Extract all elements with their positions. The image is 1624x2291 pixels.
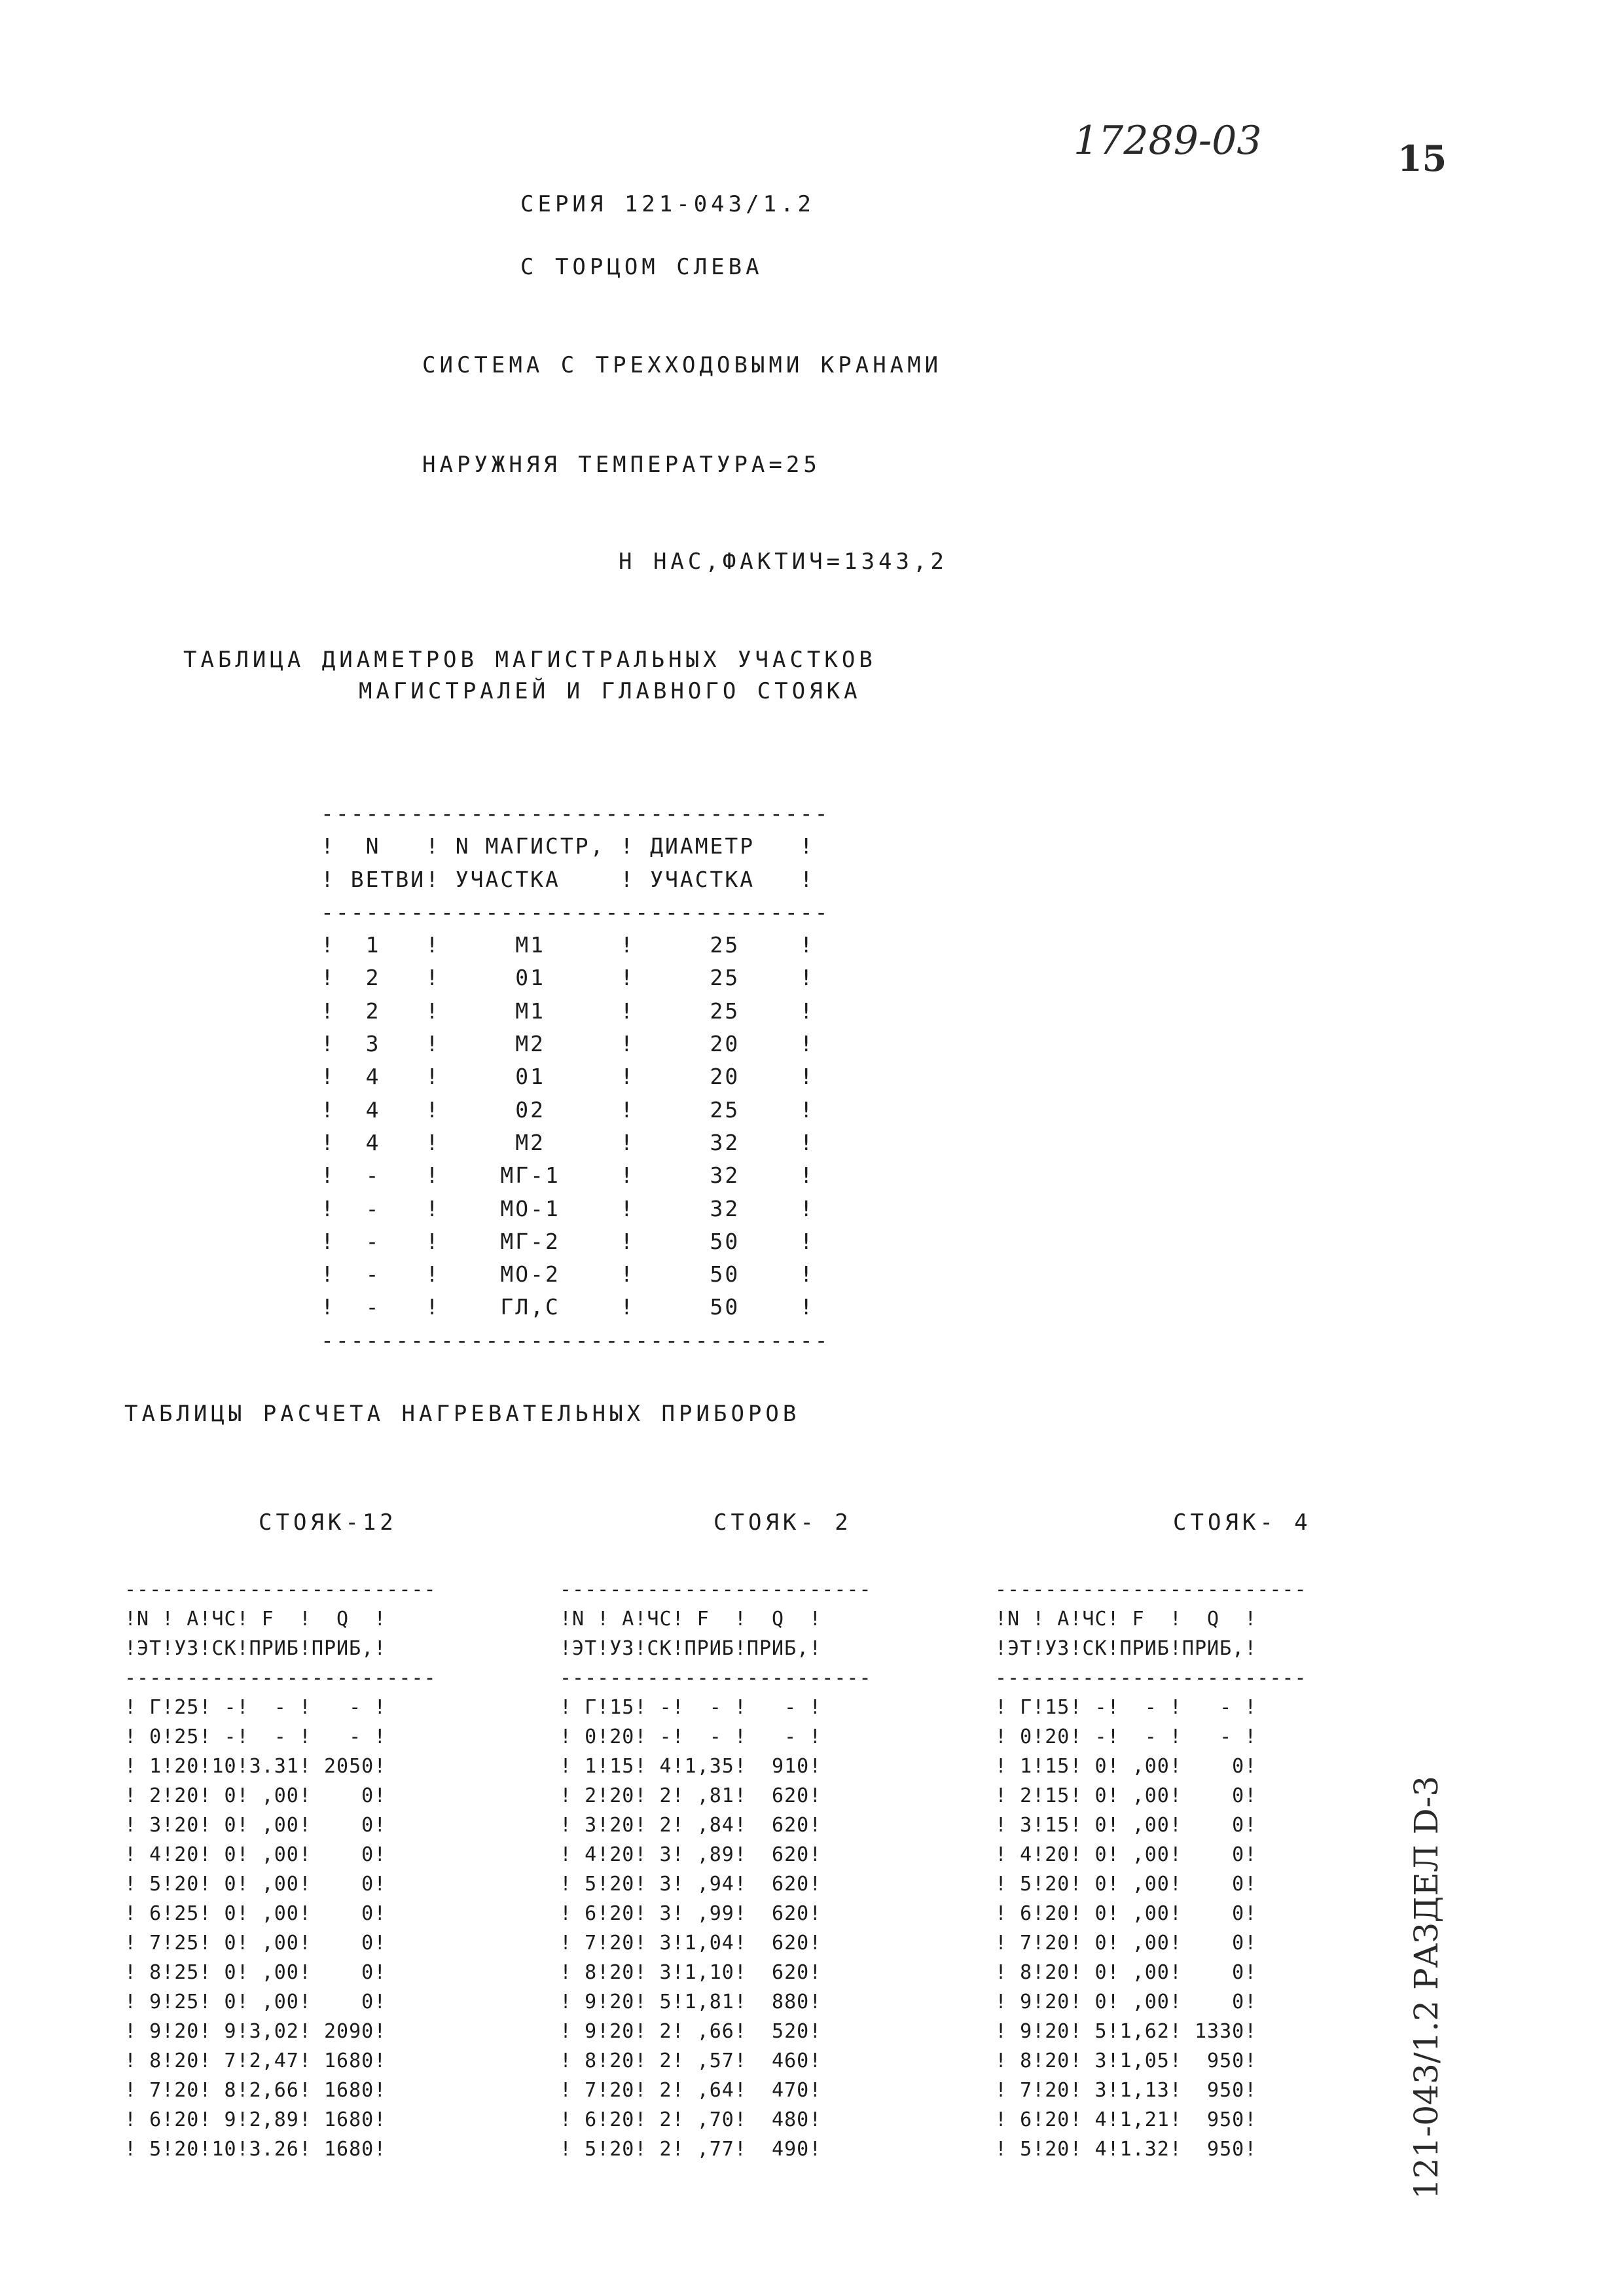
stoyak-title: СТОЯК- 4 (1173, 1509, 1312, 1536)
table-row: ! - ! МО-2 ! 50 ! (321, 1261, 815, 1288)
table-row: ! 2!20! 2! ,81! 620! (560, 1784, 822, 1807)
table-row: ! 5!20! 2! ,77! 490! (560, 2138, 822, 2161)
table-row: ! 5!20! 0! ,00! 0! (995, 1873, 1257, 1896)
table-row: ! 9!20! 9!3,02! 2090! (124, 2020, 387, 2043)
temperature-line: НАРУЖНЯЯ ТЕМПЕРАТУРА=25 (422, 452, 821, 478)
table-row: ! Г!15! -! - ! - ! (560, 1696, 822, 1719)
table-rule: ---------------------------------- (321, 1327, 830, 1353)
table-row: ! 4 ! 01 ! 20 ! (321, 1064, 815, 1090)
table-rule: ---------------------------------- (321, 899, 830, 925)
stoyak-12-table (124, 1485, 437, 2176)
table-row: ! 9!20! 5!1,81! 880! (560, 1991, 822, 2013)
h-nas-line: Н НАС,ФАКТИЧ=1343,2 (619, 549, 948, 575)
table-row: ! 9!20! 2! ,66! 520! (560, 2020, 822, 2043)
stoyak-2-table (560, 1485, 872, 2176)
system-line: СИСТЕМА С ТРЕХХОДОВЫМИ КРАНАМИ (422, 352, 943, 378)
table-header-row: !ЭТ!УЗ!СК!ПРИБ!ПРИБ,! (560, 1637, 822, 1660)
stoyak-body (124, 1575, 437, 2164)
table-row: ! 6!20! 0! ,00! 0! (995, 1902, 1257, 1925)
table-row: ! 4!20! 0! ,00! 0! (124, 1843, 387, 1866)
table-row: ! Г!25! -! - ! - ! (124, 1696, 387, 1719)
torets-line: С ТОРЦОМ СЛЕВА (520, 254, 763, 280)
table-row: ! 2!15! 0! ,00! 0! (995, 1784, 1257, 1807)
table-row: ! - ! ГЛ,С ! 50 ! (321, 1294, 815, 1320)
table-rule: ------------------------- (995, 1667, 1307, 1689)
devices-title: ТАБЛИЦЫ РАСЧЕТА НАГРЕВАТЕЛЬНЫХ ПРИБОРОВ (124, 1401, 801, 1427)
table-row: ! 1!15! 0! ,00! 0! (995, 1755, 1257, 1778)
table-header-row: !N ! А!ЧС! F ! Q ! (560, 1608, 822, 1631)
table-row: ! 8!20! 3!1,05! 950! (995, 2049, 1257, 2072)
stoyak-title: СТОЯК-12 (259, 1509, 397, 1536)
table-row: ! 5!20! 4!1.32! 950! (995, 2138, 1257, 2161)
page-number: 15 (1398, 137, 1447, 179)
table-row: ! 3 ! М2 ! 20 ! (321, 1031, 815, 1057)
table-row: ! 4 ! 02 ! 25 ! (321, 1096, 815, 1123)
table-row: ! 1 ! М1 ! 25 ! (321, 932, 815, 958)
table-row: ! 0!20! -! - ! - ! (560, 1725, 822, 1748)
table-row: ! 7!20! 2! ,64! 470! (560, 2079, 822, 2102)
table-row: ! 9!20! 0! ,00! 0! (995, 1991, 1257, 2013)
table-row: ! 8!20! 3!1,10! 620! (560, 1961, 822, 1984)
diameter-table (321, 772, 830, 1369)
series-line: СЕРИЯ 121-043/1.2 (520, 191, 815, 217)
table-header-row: ! ВЕТВИ! УЧАСТКА ! УЧАСТКА ! (321, 866, 815, 892)
diameter-table-subtitle: МАГИСТРАЛЕЙ И ГЛАВНОГО СТОЯКА (359, 678, 861, 704)
table-row: ! 8!20! 0! ,00! 0! (995, 1961, 1257, 1984)
table-row: ! 8!25! 0! ,00! 0! (124, 1961, 387, 1984)
table-row: ! 6!20! 9!2,89! 1680! (124, 2108, 387, 2131)
table-row: ! 6!20! 3! ,99! 620! (560, 1902, 822, 1925)
stoyak-4-table (995, 1485, 1312, 2176)
table-row: ! 2!20! 0! ,00! 0! (124, 1784, 387, 1807)
stoyak-title: СТОЯК- 2 (713, 1509, 852, 1536)
table-row: ! 4 ! М2 ! 32 ! (321, 1129, 815, 1155)
table-row: ! 4!20! 0! ,00! 0! (995, 1843, 1257, 1866)
table-header-row: ! N ! N МАГИСТР, ! ДИАМЕТР ! (321, 833, 815, 859)
table-row: ! 3!20! 2! ,84! 620! (560, 1814, 822, 1837)
document-number: 17289-03 (1074, 118, 1262, 164)
diameter-table-body (321, 797, 830, 1357)
table-row: ! Г!15! -! - ! - ! (995, 1696, 1257, 1719)
table-row: ! 6!20! 2! ,70! 480! (560, 2108, 822, 2131)
table-row: ! 7!20! 0! ,00! 0! (995, 1932, 1257, 1955)
table-row: ! 5!20! 0! ,00! 0! (124, 1873, 387, 1896)
table-header-row: !N ! А!ЧС! F ! Q ! (124, 1608, 387, 1631)
side-note: 121-043/1.2 РАЗДЕЛ D-3 (1407, 1775, 1445, 2199)
stoyak-body (995, 1575, 1312, 2164)
stoyak-body (560, 1575, 872, 2164)
table-row: ! 3!15! 0! ,00! 0! (995, 1814, 1257, 1837)
table-row: ! 7!20! 3!1,04! 620! (560, 1932, 822, 1955)
table-row: ! 6!20! 4!1,21! 950! (995, 2108, 1257, 2131)
table-row: ! 5!20! 3! ,94! 620! (560, 1873, 822, 1896)
table-header-row: !ЭТ!УЗ!СК!ПРИБ!ПРИБ,! (995, 1637, 1257, 1660)
table-row: ! 2 ! 01 ! 25 ! (321, 965, 815, 991)
table-header-row: !ЭТ!УЗ!СК!ПРИБ!ПРИБ,! (124, 1637, 387, 1660)
table-row: ! 1!20!10!3.31! 2050! (124, 1755, 387, 1778)
table-rule: ---------------------------------- (321, 801, 830, 826)
table-rule: ------------------------- (560, 1667, 872, 1689)
table-row: ! 7!20! 3!1,13! 950! (995, 2079, 1257, 2102)
table-rule: ------------------------- (560, 1578, 872, 1601)
table-row: ! 6!25! 0! ,00! 0! (124, 1902, 387, 1925)
table-row: ! 5!20!10!3.26! 1680! (124, 2138, 387, 2161)
diameter-table-title: ТАБЛИЦА ДИАМЕТРОВ МАГИСТРАЛЬНЫХ УЧАСТКОВ (183, 647, 876, 673)
table-row: ! 9!25! 0! ,00! 0! (124, 1991, 387, 2013)
table-row: ! 3!20! 0! ,00! 0! (124, 1814, 387, 1837)
table-row: ! 9!20! 5!1,62! 1330! (995, 2020, 1257, 2043)
table-rule: ------------------------- (124, 1578, 437, 1601)
table-row: ! 4!20! 3! ,89! 620! (560, 1843, 822, 1866)
table-row: ! - ! МГ-1 ! 32 ! (321, 1163, 815, 1189)
table-row: ! 8!20! 7!2,47! 1680! (124, 2049, 387, 2072)
table-row: ! 0!25! -! - ! - ! (124, 1725, 387, 1748)
table-rule: ------------------------- (995, 1578, 1307, 1601)
table-row: ! 2 ! М1 ! 25 ! (321, 998, 815, 1024)
table-row: ! 0!20! -! - ! - ! (995, 1725, 1257, 1748)
table-row: ! - ! МГ-2 ! 50 ! (321, 1228, 815, 1254)
table-row: ! 7!20! 8!2,66! 1680! (124, 2079, 387, 2102)
table-header-row: !N ! А!ЧС! F ! Q ! (995, 1608, 1257, 1631)
table-row: ! 7!25! 0! ,00! 0! (124, 1932, 387, 1955)
table-row: ! - ! МО-1 ! 32 ! (321, 1195, 815, 1221)
table-rule: ------------------------- (124, 1667, 437, 1689)
table-row: ! 1!15! 4!1,35! 910! (560, 1755, 822, 1778)
table-row: ! 8!20! 2! ,57! 460! (560, 2049, 822, 2072)
